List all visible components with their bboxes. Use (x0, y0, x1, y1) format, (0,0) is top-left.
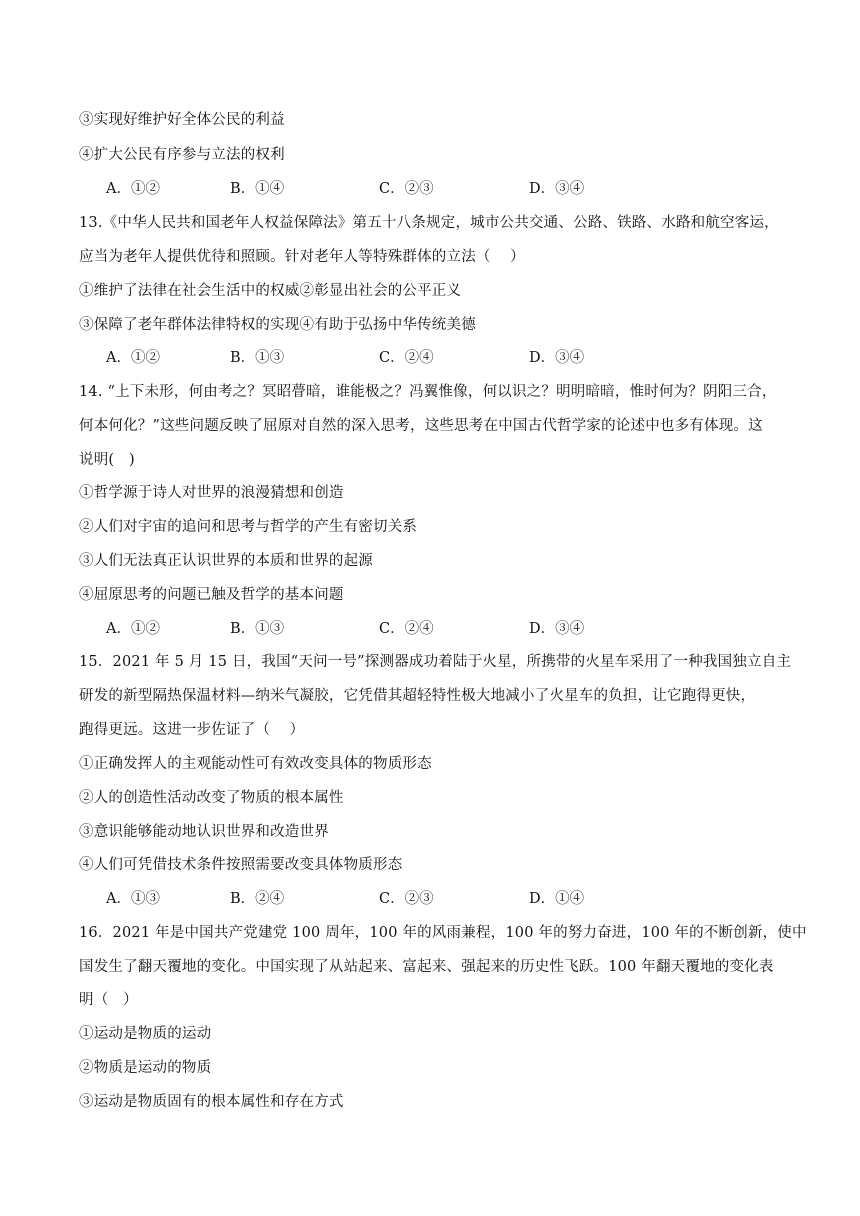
q13-choice-d: D．③④ (529, 350, 585, 366)
q15-statement-3: ③意识能够能动地认识世界和改造世界 (79, 824, 329, 840)
q16-stem-line-2: 国发生了翻天覆地的变化。中国实现了从站起来、富起来、强起来的历史性飞跃。100 年翻天覆地的变化表 (79, 959, 774, 975)
q12-statement-4: ④扩大公民有序参与立法的权利 (79, 147, 285, 163)
q13-choices (106, 348, 666, 368)
q14-statement-4: ④屈原思考的问题已触及哲学的基本问题 (79, 587, 344, 603)
q16-statement-2: ②物质是运动的物质 (79, 1060, 212, 1076)
q16-statement-3: ③运动是物质固有的根本属性和存在方式 (79, 1094, 344, 1110)
q13-stem-line-2: 应当为老年人提供优待和照顾。针对老年人等特殊群体的立法（ ） (79, 249, 525, 265)
q12-choice-a: A．①② (106, 181, 160, 197)
q15-choice-d: D．①④ (529, 891, 585, 907)
q13-stem-line-1: 13.《中华人民共和国老年人权益保障法》第五十八条规定，城市公共交通、公路、铁路、水路和航空客运， (79, 215, 779, 231)
q15-choice-b: B．②④ (230, 891, 285, 907)
q14-stem-line-3: 说明( ) (79, 452, 135, 468)
q14-statement-1: ①哲学源于诗人对世界的浪漫猜想和创造 (79, 485, 344, 501)
q15-choices (106, 889, 666, 909)
q15-stem-line-1: 15．2021 年 5 月 15 日，我国“天问一号”探测器成功着陆于火星，所携带的火星车采用了一种我国独立自主 (79, 654, 792, 670)
q12-choice-c: C．②③ (379, 181, 434, 197)
q14-choice-d: D．③④ (529, 621, 585, 637)
q16-stem-line-3: 明（ ） (79, 992, 138, 1008)
q15-stem-line-3: 跑得更远。这进一步佐证了（ ） (79, 722, 305, 738)
q15-statement-2: ②人的创造性活动改变了物质的根本属性 (79, 790, 344, 806)
q14-choice-c: C．②④ (379, 621, 434, 637)
q14-choice-b: B．①③ (230, 621, 285, 637)
q14-stem-line-2: 何本何化？”这些问题反映了屈原对自然的深入思考，这些思考在中国古代哲学家的论述中也多有体现。这 (79, 418, 763, 434)
q12-choice-b: B．①④ (230, 181, 285, 197)
q13-choice-a: A．①② (106, 350, 160, 366)
q15-choice-c: C．②③ (379, 891, 434, 907)
q16-stem-line-1: 16．2021 年是中国共产党建党 100 周年，100 年的风雨兼程，100 年的努力奋进，100 年的不断创新，使中 (79, 925, 807, 941)
q15-statement-1: ①正确发挥人的主观能动性可有效改变具体的物质形态 (79, 756, 432, 772)
q15-choice-a: A．①③ (106, 891, 160, 907)
q13-statements-line-2: ③保障了老年群体法律特权的实现④有助于弘扬中华传统美德 (79, 317, 476, 333)
q15-statement-4: ④人们可凭借技术条件按照需要改变具体物质形态 (79, 857, 403, 873)
q12-statement-3: ③实现好维护好全体公民的利益 (79, 112, 285, 128)
q13-choice-c: C．②④ (379, 350, 434, 366)
q14-statement-3: ③人们无法真正认识世界的本质和世界的起源 (79, 553, 373, 569)
q13-choice-b: B．①③ (230, 350, 285, 366)
q12-choices (106, 179, 666, 199)
q14-statement-2: ②人们对宇宙的追问和思考与哲学的产生有密切关系 (79, 519, 418, 535)
q12-choice-d: D．③④ (529, 181, 585, 197)
q14-choices (106, 619, 666, 639)
q15-stem-line-2: 研发的新型隔热保温材料—纳米气凝胶，它凭借其超轻特性极大地减小了火星车的负担，让它跑得更快， (79, 688, 756, 704)
q16-statement-1: ①运动是物质的运动 (79, 1026, 212, 1042)
q14-choice-a: A．①② (106, 621, 160, 637)
q14-stem-line-1: 14. “上下未形，何由考之？冥昭瞢暗，谁能极之？冯翼惟像，何以识之？明明暗暗，惟时何为？阴阳三合， (79, 384, 777, 400)
q13-statements-line-1: ①维护了法律在社会生活中的权威②彰显出社会的公平正义 (79, 283, 462, 299)
